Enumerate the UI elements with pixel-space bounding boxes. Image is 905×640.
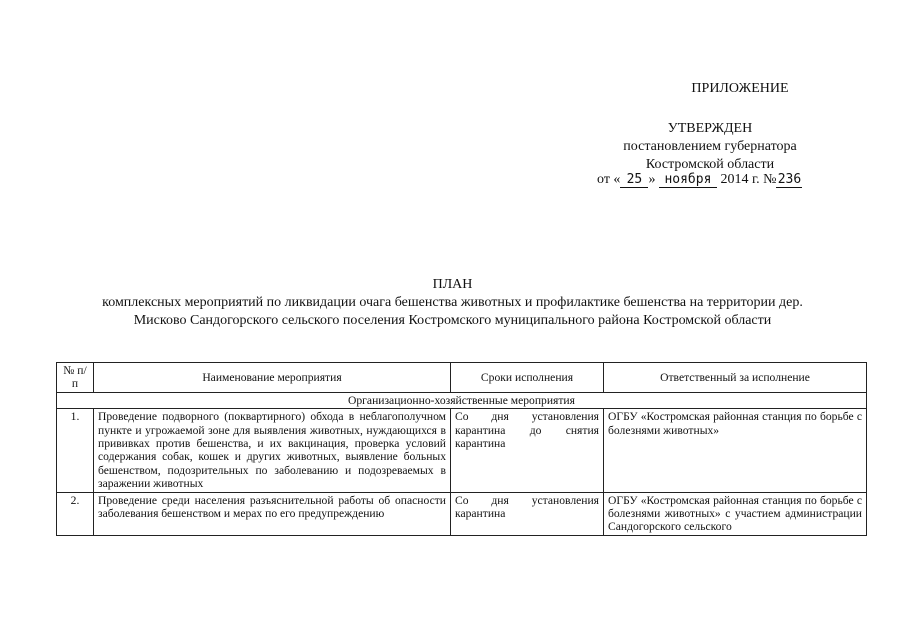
row-name: Проведение подворного (поквартирного) обхода в неблагополучном пункте и угрожаемой зоне для выявления животных, нуждающихся в прививках против бешенства, и их вакцинация, проверка условий содержания собак, кошек и других животных, выявление больных бешенством, подозрительных по заболеванию и подозреваемых в заражении животных (94, 409, 451, 492)
row-deadline: Со дня установления карантина (451, 492, 604, 535)
document-title-block (0, 276, 905, 330)
table-row (57, 409, 867, 492)
table-row (57, 492, 867, 535)
row-name: Проведение среди населения разъяснительной работы об опасности заболевания бешенством и мерах по его предупреждению (94, 492, 451, 535)
approved-label: УТВЕРЖДЕН (667, 121, 753, 136)
table-header-row (57, 363, 867, 393)
date-year: 2014 г. № (720, 172, 777, 187)
plan-table (56, 362, 867, 536)
date-day: 25 (620, 173, 648, 188)
decree-number: 236 (777, 172, 802, 187)
section-row (57, 392, 867, 408)
date-month: ноября (659, 173, 717, 188)
row-num: 2. (57, 492, 94, 535)
section-title: Организационно-хозяйственные мероприятия (57, 392, 867, 408)
decree-line-1: постановлением губернатора (623, 139, 797, 154)
date-mid: » (648, 172, 656, 187)
header-responsible: Ответственный за исполнение (604, 363, 867, 393)
header-name: Наименование мероприятия (94, 363, 451, 393)
date-prefix: от « (597, 172, 621, 187)
row-responsible: ОГБУ «Костромская районная станция по борьбе с болезнями животных» (604, 409, 867, 492)
row-num: 1. (57, 409, 94, 492)
header-deadline: Сроки исполнения (451, 363, 604, 393)
document-subtitle-line-1: комплексных мероприятий по ликвидации очага бешенства животных и профилактике бешенства на территории дер. (102, 295, 803, 310)
header-num: № п/п (57, 363, 94, 393)
page-bottom-cutoff (0, 562, 905, 640)
document-subtitle-line-2: Мисково Сандогорского сельского поселения Костромского муниципального района Костромской области (133, 313, 772, 328)
document-heading: ПЛАН (432, 277, 473, 292)
decree-line-2: Костромской области (645, 157, 775, 172)
appendix-label: ПРИЛОЖЕНИЕ (691, 81, 789, 96)
row-responsible: ОГБУ «Костромская районная станция по борьбе с болезнями животных» с участием администрации Сандогорского сельского (604, 492, 867, 535)
row-deadline: Со дня установления карантина до снятия карантина (451, 409, 604, 492)
decree-date-line (597, 172, 802, 188)
